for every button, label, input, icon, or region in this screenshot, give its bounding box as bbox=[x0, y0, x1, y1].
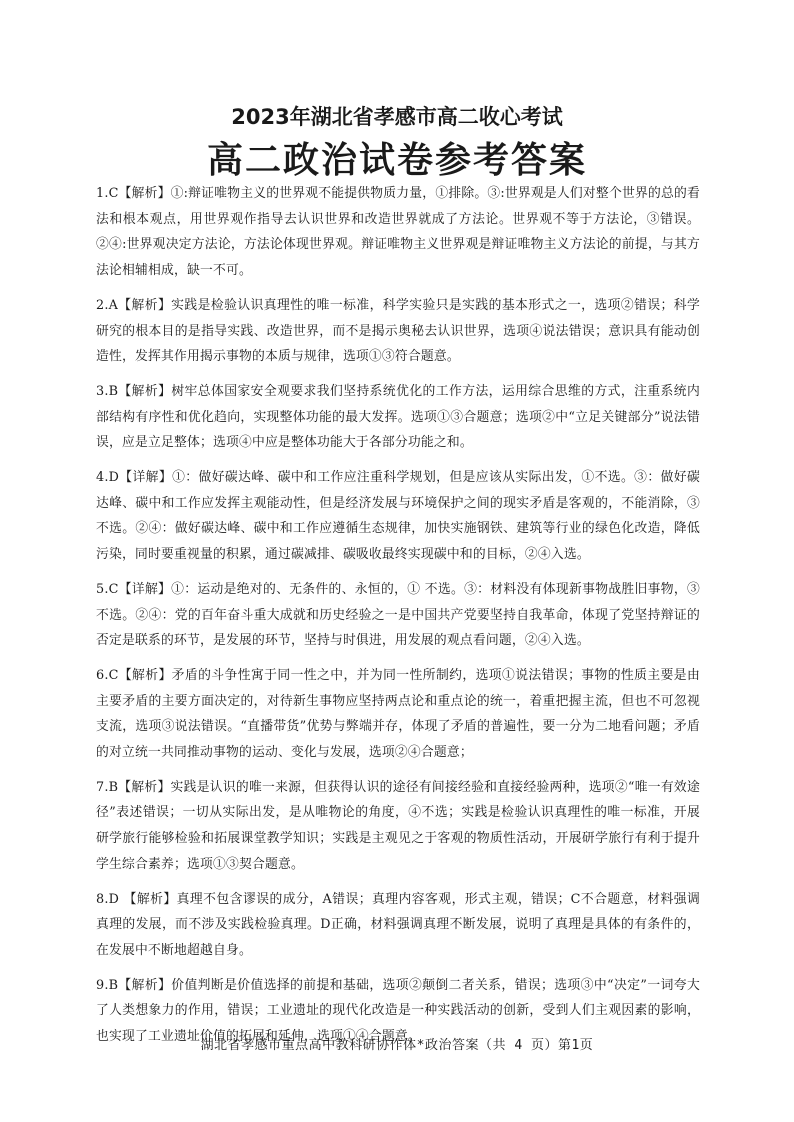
exam-title: 2023年湖北省孝感市高二收心考试 bbox=[231, 105, 563, 129]
subject-title: 高二政治试卷参考答案 bbox=[206, 140, 587, 181]
answer-item-6: 6.C【解析】矛盾的斗争性寓于同一性之中，并为同一性所制约，选项①说法错误；事物的性质主要是由主要矛盾的主要方面决定的，对待新生事物应坚持两点论和重点论的统一，着重把握主流，但也不可忽视支流，选项③说法错误。“直播带货”优势与弊端并存，体现了矛盾的普遍性，要一分为二地看问题；矛盾的对立统一共同推动事物的运动、变化与发展，选项②④合题意； bbox=[96, 667, 700, 761]
page-footer: 湖北省孝感市重点高中教科研协作体*政治答案（共 4 页）第1页 bbox=[200, 1038, 594, 1053]
answer-item-5: 5.C【详解】①：运动是绝对的、无条件的、永恒的，① 不选。③：材料没有体现新事物战胜旧事物，③不选。②④：党的百年奋斗重大成就和历史经验之一是中国共产党要坚持自我革命，体现了党坚持辩证的否定是联系的环节，是发展的环节，坚持与时俱进，用发展的观点看问题，②④入选。 bbox=[96, 581, 700, 649]
answer-item-1: 1.C【解析】①:辩证唯物主义的世界观不能提供物质力量，①排除。③:世界观是人们对整个世界的总的看法和根本观点，用世界观作指导去认识世界和改造世界就成了方法论。世界观不等于方法论，③错误。②④:世界观决定方法论，方法论体现世界观。辩证唯物主义世界观是辩证唯物主义方法论的前提，与其方法论相辅相成，缺一不可。 bbox=[96, 186, 700, 279]
answer-item-7: 7.B【解析】实践是认识的唯一来源，但获得认识的途径有间接经验和直接经验两种，选项②“唯一有效途径”表述错误；一切从实际出发，是从唯物论的角度，④不选；实践是检验认识真理性的唯一标准，开展研学旅行能够检验和拓展课堂教学知识；实践是主观见之于客观的物质性活动，开展研学旅行有利于提升学生综合素养；选项①③契合题意。 bbox=[96, 779, 700, 872]
answer-item-9: 9.B【解析】价值判断是价值选择的前提和基础，选项②颠倒二者关系，错误；选项③中“决定”一词夸大了人类想象力的作用，错误；工业遗址的现代化改造是一种实践活动的创新，受到人们主观因素的影响，也实现了工业遗址价值的拓展和延伸，选项①④合题意。 bbox=[96, 977, 700, 1045]
answer-item-3: 3.B【解析】树牢总体国家安全观要求我们坚持系统优化的工作方法，运用综合思维的方式，注重系统内部结构有序性和优化趋向，实现整体功能的最大发挥。选项①③合题意；选项②中“立足关键部分”说法错误，应是立足整体；选项④中应是整体功能大于各部分功能之和。 bbox=[96, 383, 700, 451]
answer-item-8: 8.D 【解析】真理不包含谬误的成分，A错误；真理内容客观，形式主观，错误；C不合题意，材料强调真理的发展，而不涉及实践检验真理。D正确，材料强调真理不断发展，说明了真理是具体的有条件的，在发展中不断地超越自身。 bbox=[96, 891, 700, 958]
answer-list bbox=[96, 181, 700, 1059]
answer-item-2: 2.A【解析】实践是检验认识真理性的唯一标准，科学实验只是实践的基本形式之一，选项②错误；科学研究的根本目的是指导实践、改造世界，而不是揭示奥秘去认识世界，选项④说法错误；意识具有能动创造性，发挥其作用揭示事物的本质与规律，选项①③符合题意。 bbox=[96, 297, 700, 365]
answer-item-4: 4.D【详解】①：做好碳达峰、碳中和工作应注重科学规划，但是应该从实际出发，①不选。③：做好碳达峰、碳中和工作应发挥主观能动性，但是经济发展与环境保护之间的现实矛盾是客观的，不能消除，③不选。②④：做好碳达峰、碳中和工作应遵循生态规律，加快实施钢铁、建筑等行业的绿色化改造，降低污染，同时要重视量的积累，通过碳减排、碳吸收最终实现碳中和的目标，②④入选。 bbox=[96, 470, 700, 563]
